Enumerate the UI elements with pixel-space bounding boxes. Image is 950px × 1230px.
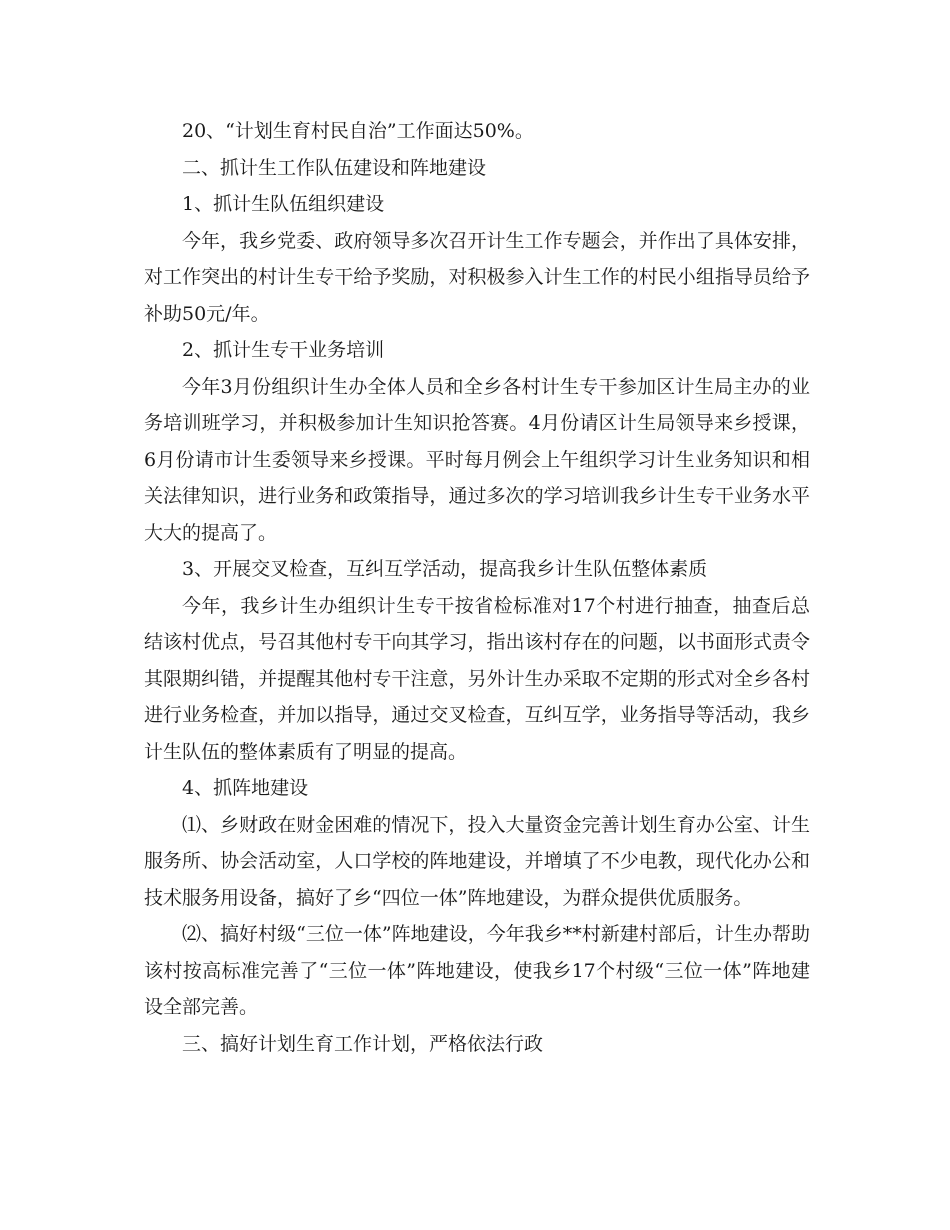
list-item-workrate: 20、“计划生育村民自治”工作面达50%。 [182,120,534,142]
document-body [144,113,810,1062]
paragraph-team-organization: 今年，我乡党委、政府领导多次召开计生工作专题会，并作出了具体安排，对工作突出的村计生专干给予奖励，对积极参入计生工作的村民小组指导员给予补助50元/年。 [144,229,810,325]
subheading-training: 2、抓计生专干业务培训 [182,339,385,361]
paragraph-position-building-2: ⑵、搞好村级“三位一体”阵地建设，今年我乡**村新建村部后，计生办帮助该村按高标准完善了“三位一体”阵地建设，使我乡17个村级“三位一体”阵地建设全部完善。 [144,923,810,1018]
subheading-cross-inspection: 3、开展交叉检查，互纠互学活动，提高我乡计生队伍整体素质 [182,558,708,580]
paragraph-cross-inspection: 今年，我乡计生办组织计生专干按省检标准对17个村进行抽查，抽查后总结该村优点，号召其他村专干向其学习，指出该村存在的问题，以书面形式责令其限期纠错，并提醒其他村专干注意，另外计生办采取不定期的形式对全乡各村进行业务检查，并加以指导，通过交叉检查，互纠互学，业务指导等活动，我乡计生队伍的整体素质有了明显的提高。 [144,594,810,763]
paragraph-position-building-1: ⑴、乡财政在财金困难的情况下，投入大量资金完善计划生育办公室、计生服务所、协会活动室，人口学校的阵地建设，并增填了不少电教，现代化办公和技术服务用设备，搞好了乡“四位一体”阵地建设，为群众提供优质服务。 [144,813,810,909]
subheading-position-building: 4、抓阵地建设 [182,777,309,799]
subheading-team-organization: 1、抓计生队伍组织建设 [182,193,385,215]
section-heading-work-plan: 三、搞好计划生育工作计划，严格依法行政 [182,1032,544,1055]
paragraph-training: 今年3月份组织计生办全体人员和全乡各村计生专干参加区计生局主办的业务培训班学习，并积极参加计生知识抢答赛。4月份请区计生局领导来乡授课，6月份请市计生委领导来乡授课。平时每月例会上午组织学习计生业务知识和相关法律知识，进行业务和政策指导，通过多次的学习培训我乡计生专干业务水平大大的提高了。 [144,375,810,544]
section-heading-team-building: 二、抓计生工作队伍建设和阵地建设 [182,156,487,179]
